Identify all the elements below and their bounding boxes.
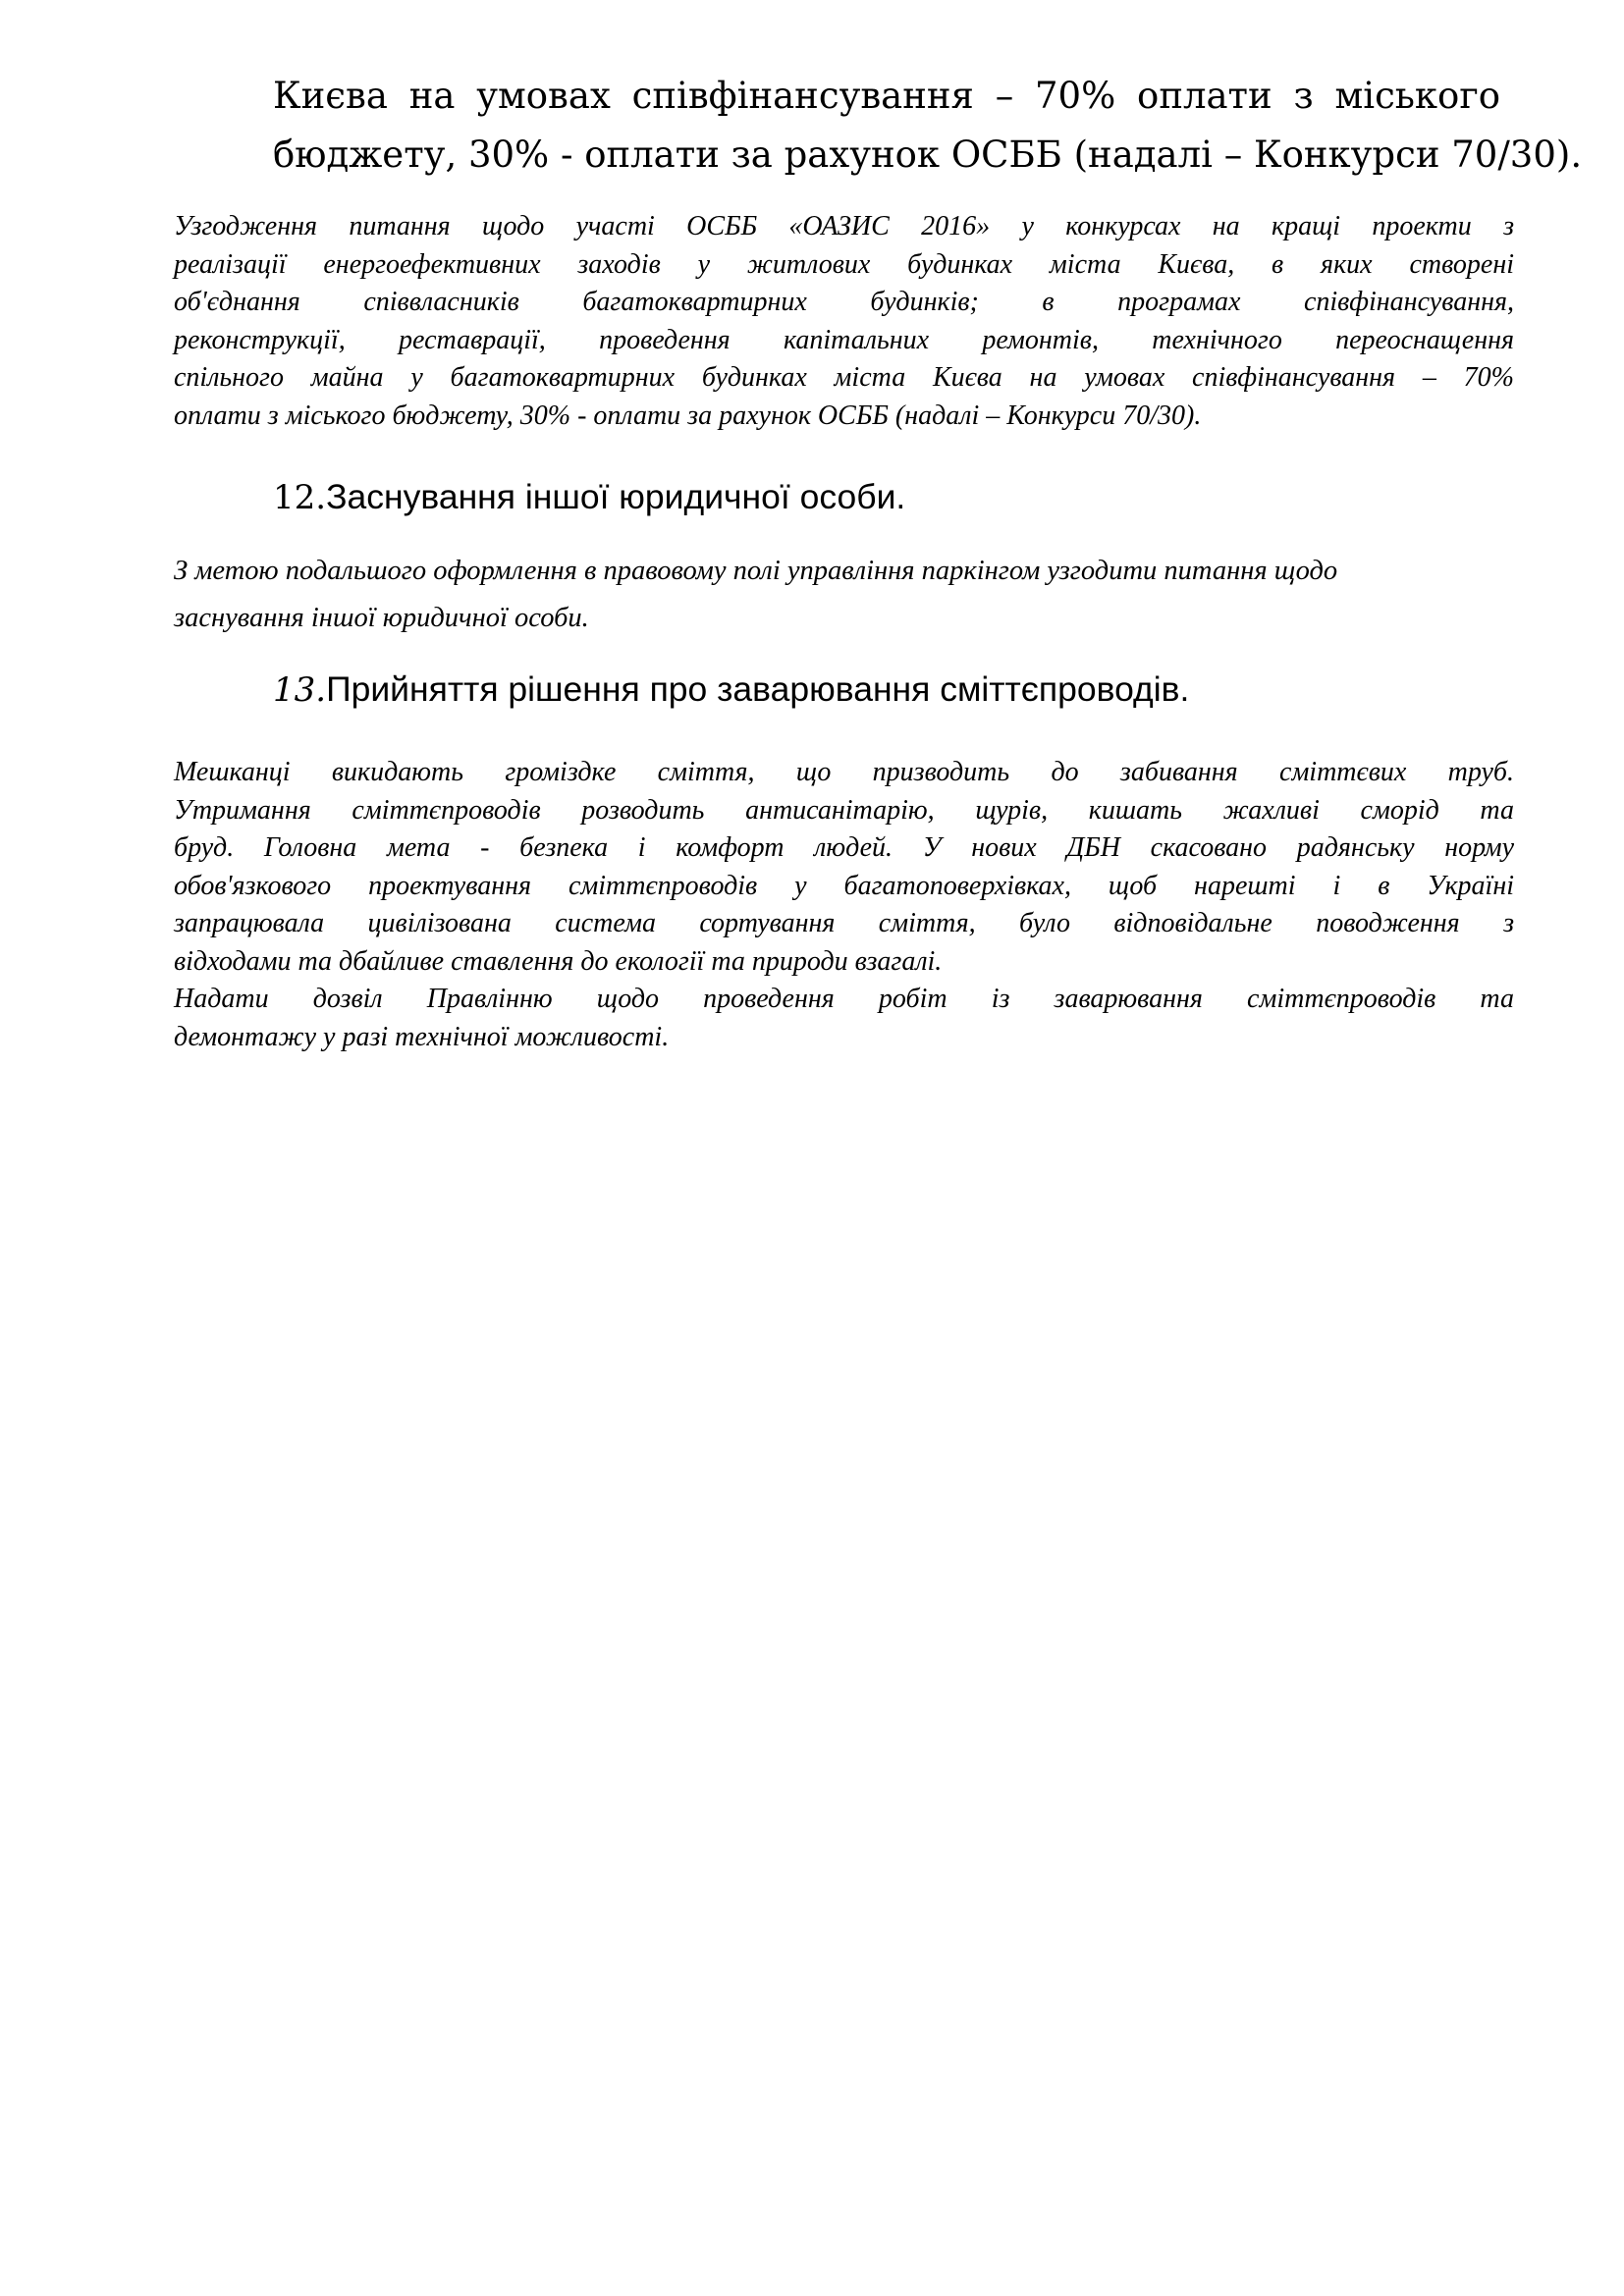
paragraph-line: об'єднання співвласників багатоквартирних будинків; в програмах співфінансування, xyxy=(174,287,1514,317)
paragraph-line: спільного майна у багатоквартирних будинках міста Києва на умовах співфінансування – 70% xyxy=(174,362,1514,393)
paragraph-line: реконструкції, реставрації, проведення капітальних ремонтів, технічного переоснащення xyxy=(174,324,1514,355)
paragraph-line: З метою подальшого оформлення в правовому полі управління паркінгом узгодити питання щодо xyxy=(174,556,1338,586)
section-12-heading xyxy=(273,475,905,519)
lead-paragraph xyxy=(273,67,1583,185)
lead-line: Києва на умовах співфінансування – 70% оплати з міського xyxy=(273,75,1500,117)
paragraph-line: Узгодження питання щодо участі ОСББ «ОАЗИС 2016» у конкурсах на кращі проекти з xyxy=(174,211,1514,241)
section-title: Прийняття рішення про заварювання сміттєпроводів. xyxy=(326,669,1190,709)
paragraph-line: оплати з міського бюджету, 30% - оплати за рахунок ОСББ (надалі – Конкурси 70/30). xyxy=(174,400,1202,431)
section-number: 13. xyxy=(273,670,327,710)
section-number: 12. xyxy=(273,478,327,517)
lead-line: бюджету, 30% - оплати за рахунок ОСББ (надалі – Конкурси 70/30). xyxy=(273,133,1583,176)
paragraph-line: бруд. Головна мета - безпека і комфорт людей. У нових ДБН скасовано радянську норму xyxy=(174,832,1514,863)
paragraph-line: Утримання сміттєпроводів розводить антисанітарію, щурів, кишать жахливі сморід та xyxy=(174,794,1514,826)
paragraph-line: запрацювала цивілізована система сортування сміття, було відповідальне поводження з xyxy=(174,908,1514,938)
section-13-paragraph xyxy=(174,754,1514,1056)
paragraph-line: заснування іншої юридичної особи. xyxy=(174,603,589,633)
paragraph-line: Мешканці викидають громіздке сміття, що призводить до забивання сміттєвих труб. xyxy=(174,757,1514,787)
resolution-line: демонтажу у разі технічної можливості. xyxy=(174,1021,670,1052)
paragraph-line: відходами та дбайливе ставлення до екології та природи взагалі. xyxy=(174,945,943,977)
section-13-heading xyxy=(273,667,1189,712)
coordination-paragraph xyxy=(174,208,1514,435)
section-12-paragraph xyxy=(174,548,1568,642)
resolution-line: Надати дозвіл Правлінню щодо проведення робіт із заварювання сміттєпроводів та xyxy=(174,984,1514,1014)
section-title: Заснування іншої юридичної особи. xyxy=(326,477,906,516)
paragraph-line: реалізації енергоефективних заходів у житлових будинках міста Києва, в яких створені xyxy=(174,248,1514,280)
paragraph-line: обов'язкового проектування сміттєпроводів у багатоповерхівках, щоб нарешті і в Україні xyxy=(174,870,1514,901)
